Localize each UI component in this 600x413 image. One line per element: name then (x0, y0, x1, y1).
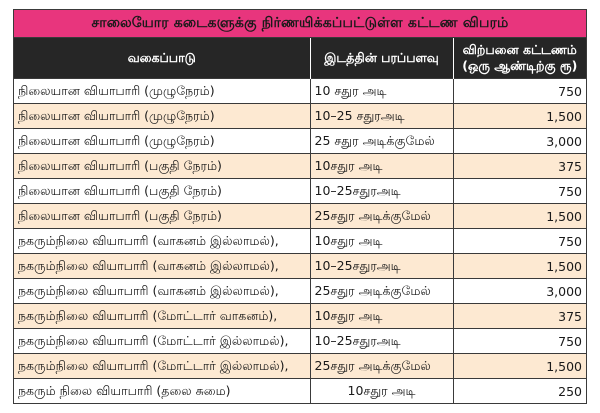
cell-category: நகரும்நிலை வியாபாரி (மோட்டார் இல்லாமல்), (14, 329, 310, 354)
table-row (14, 204, 586, 229)
cell-area: 10–25சதுரஅடி (310, 179, 453, 204)
cell-category: நிலையான வியாபாரி (முழுநேரம்) (14, 104, 310, 129)
cell-fee: 3,000 (453, 129, 586, 154)
cell-area: 10சதுர அடி (310, 379, 453, 404)
cell-fee: 3,000 (453, 279, 586, 304)
cell-fee: 1,500 (453, 204, 586, 229)
cell-category: நிலையான வியாபாரி (முழுநேரம்) (14, 129, 310, 154)
cell-area: 10சதுர அடி (310, 154, 453, 179)
table-row (14, 154, 586, 179)
cell-area: 10சதுர அடி (310, 229, 453, 254)
table-row (14, 179, 586, 204)
cell-fee: 375 (453, 304, 586, 329)
table-title: சாலையோர கடைகளுக்கு நிர்ணயிக்கப்பட்டுள்ள கட்டண விபரம் (14, 10, 586, 38)
fee-table (14, 38, 586, 403)
table-row (14, 79, 586, 104)
cell-fee: 1,500 (453, 354, 586, 379)
cell-fee: 750 (453, 329, 586, 354)
header-area: இடத்தின் பரப்பளவு (310, 38, 453, 79)
table-row (14, 229, 586, 254)
table-row (14, 304, 586, 329)
cell-fee: 375 (453, 154, 586, 179)
header-fee-line2: (ஒரு ஆண்டிற்கு ரூ) (462, 58, 578, 73)
cell-fee: 750 (453, 179, 586, 204)
cell-category: நகரும்நிலை வியாபாரி (மோட்டார் வாகனம்), (14, 304, 310, 329)
table-header-row (14, 38, 586, 79)
cell-area: 25சதுர அடிக்குமேல் (310, 204, 453, 229)
table-row (14, 129, 586, 154)
cell-category: நகரும்நிலை வியாபாரி (வாகனம் இல்லாமல்), (14, 229, 310, 254)
header-fee-line1: விற்பனை கட்டணம் (462, 42, 577, 57)
table-row (14, 254, 586, 279)
cell-area: 25சதுர அடிக்குமேல் (310, 354, 453, 379)
cell-fee: 1,500 (453, 254, 586, 279)
cell-category: நிலையான வியாபாரி (பகுதி நேரம்) (14, 179, 310, 204)
cell-category: நிலையான வியாபாரி (முழுநேரம்) (14, 79, 310, 104)
cell-area: 10–25சதுரஅடி (310, 329, 453, 354)
cell-category: நிலையான வியாபாரி (பகுதி நேரம்) (14, 204, 310, 229)
cell-category: நிலையான வியாபாரி (பகுதி நேரம்) (14, 154, 310, 179)
cell-area: 10–25சதுரஅடி (310, 254, 453, 279)
cell-area: 10–25 சதுரஅடி (310, 104, 453, 129)
cell-fee: 250 (453, 379, 586, 404)
cell-fee: 750 (453, 229, 586, 254)
fee-table-panel (13, 9, 587, 404)
cell-area: 10 சதுர அடி (310, 79, 453, 104)
header-category: வகைப்பாடு (14, 38, 310, 79)
cell-category: நகரும்நிலை வியாபாரி (மோட்டார் இல்லாமல்), (14, 354, 310, 379)
cell-category: நகரும்நிலை வியாபாரி (வாகனம் இல்லாமல்), (14, 254, 310, 279)
table-row (14, 104, 586, 129)
table-row (14, 354, 586, 379)
table-body (14, 79, 586, 404)
header-fee (453, 38, 586, 79)
table-row (14, 279, 586, 304)
cell-category: நகரும் நிலை வியாபாரி (தலை சுமை) (14, 379, 310, 404)
cell-category: நகரும்நிலை வியாபாரி (வாகனம் இல்லாமல்), (14, 279, 310, 304)
table-row (14, 379, 586, 404)
cell-area: 25 சதுர அடிக்குமேல் (310, 129, 453, 154)
cell-fee: 1,500 (453, 104, 586, 129)
table-row (14, 329, 586, 354)
cell-area: 10சதுர அடி (310, 304, 453, 329)
cell-area: 25சதுர அடிக்குமேல் (310, 279, 453, 304)
cell-fee: 750 (453, 79, 586, 104)
